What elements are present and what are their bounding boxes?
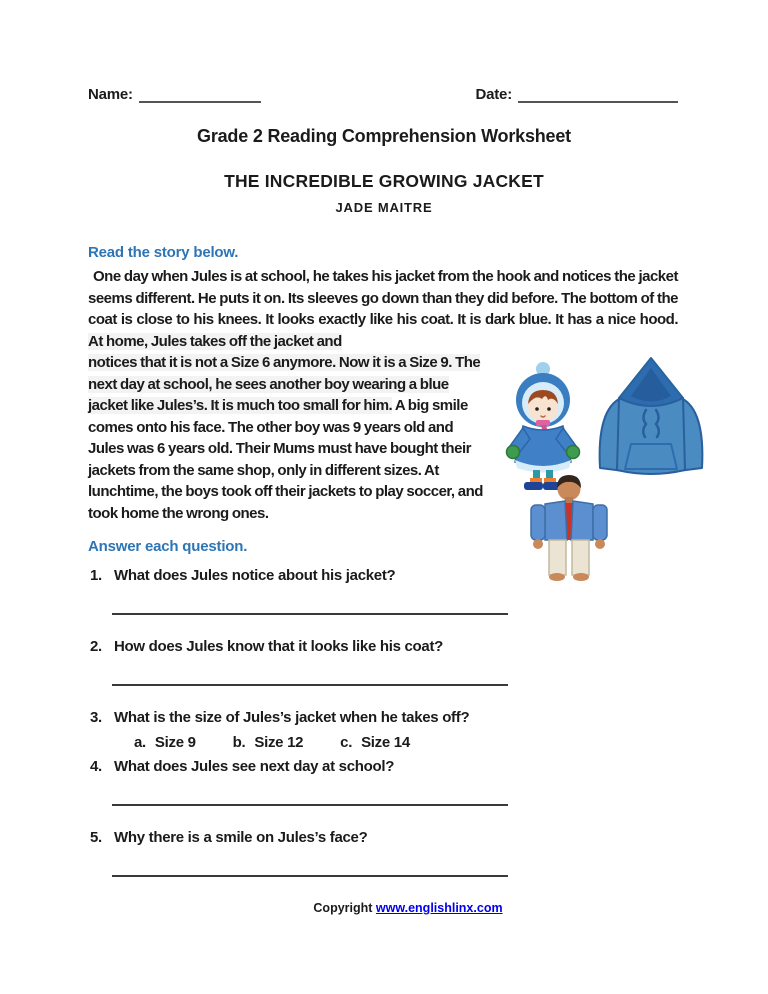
date-field: [475, 86, 678, 103]
story-title: THE INCREDIBLE GROWING JACKET: [224, 171, 544, 191]
option-a-label: Size 9: [154, 734, 196, 751]
question-2: [90, 637, 768, 656]
answer-line-1: [112, 613, 508, 615]
question-4-number: 4.: [90, 758, 102, 775]
copyright-link[interactable]: www.englishlinx.com: [375, 901, 503, 915]
story-part1: One day when Jules is at school, he takes his jacket from the hook and notices the jacket seems different. He puts it on. Its sleeves go down than they did before. The bottom of the coat is close to his knees. It looks exactly like his coat. It is dark blue. It has a nice hood.: [88, 268, 678, 328]
story-paragraph-2: [88, 352, 712, 524]
answer-questions-heading: Answer each question.: [88, 538, 248, 555]
date-blank-line: [518, 86, 678, 103]
story-illustrations: [499, 354, 712, 582]
name-label: Name:: [88, 86, 133, 103]
option-c-letter: c.: [340, 734, 353, 751]
story-paragraph-1: [88, 266, 678, 352]
copyright-label: Copyright: [313, 901, 373, 915]
question-5: [90, 828, 768, 847]
option-b-letter: b.: [232, 734, 246, 751]
option-b-label: Size 12: [254, 734, 304, 751]
answer-line-2: [112, 684, 508, 686]
story-author: JADE MAITRE: [335, 200, 433, 215]
question-4-text: What does Jules see next day at school?: [114, 758, 395, 775]
question-3-text: What is the size of Jules’s jacket when he takes off?: [114, 709, 470, 726]
story-part1-highlighted: At home, Jules takes off the jacket and: [88, 332, 342, 350]
question-5-text: Why there is a smile on Jules’s face?: [114, 829, 368, 846]
answer-line-4: [112, 875, 508, 877]
question-4: [90, 757, 768, 776]
name-date-row: [88, 86, 678, 103]
question-1: [90, 566, 491, 585]
question-2-number: 2.: [90, 638, 102, 655]
story-part2-highlighted: notices that it is not a Size 6 anymore. Now it is a Size 9. The next day at school, he sees another boy wearing a blue jacket like Jules’s. It is much too small for him.: [88, 354, 481, 414]
boy-denim-jacket-illustration: [509, 472, 629, 582]
question-1-text: What does Jules notice about his jacket?: [114, 567, 396, 584]
question-2-text: How does Jules know that it looks like his coat?: [114, 638, 444, 655]
option-b: [233, 734, 304, 751]
option-c: [340, 734, 410, 751]
date-label: Date:: [475, 86, 512, 103]
worksheet-title: Grade 2 Reading Comprehension Worksheet: [197, 126, 571, 146]
story-part2: A big smile comes onto his face. The other boy was 9 years old and Jules was 6 years old. Their Mums must have bought their jackets from the same shop, only in different sizes. At lunchtime, the boys took off their jackets to play soccer, and took home the wrong ones.: [88, 397, 483, 522]
blue-hoodie-illustration: [590, 354, 712, 478]
question-5-number: 5.: [90, 829, 102, 846]
answer-line-3: [112, 804, 508, 806]
name-blank-line: [139, 86, 261, 103]
option-c-label: Size 14: [361, 734, 410, 751]
copyright-row: [0, 901, 768, 915]
winter-child-illustration: [499, 360, 587, 490]
option-a-letter: a.: [134, 734, 146, 751]
name-field: [88, 86, 261, 103]
read-story-heading: Read the story below.: [88, 244, 239, 261]
option-a: [134, 734, 196, 751]
questions-list: [90, 566, 768, 877]
question-1-number: 1.: [90, 567, 102, 584]
question-3-number: 3.: [90, 709, 102, 726]
question-3: [90, 708, 768, 727]
question-3-options: [134, 734, 768, 751]
story-text: [88, 266, 768, 524]
